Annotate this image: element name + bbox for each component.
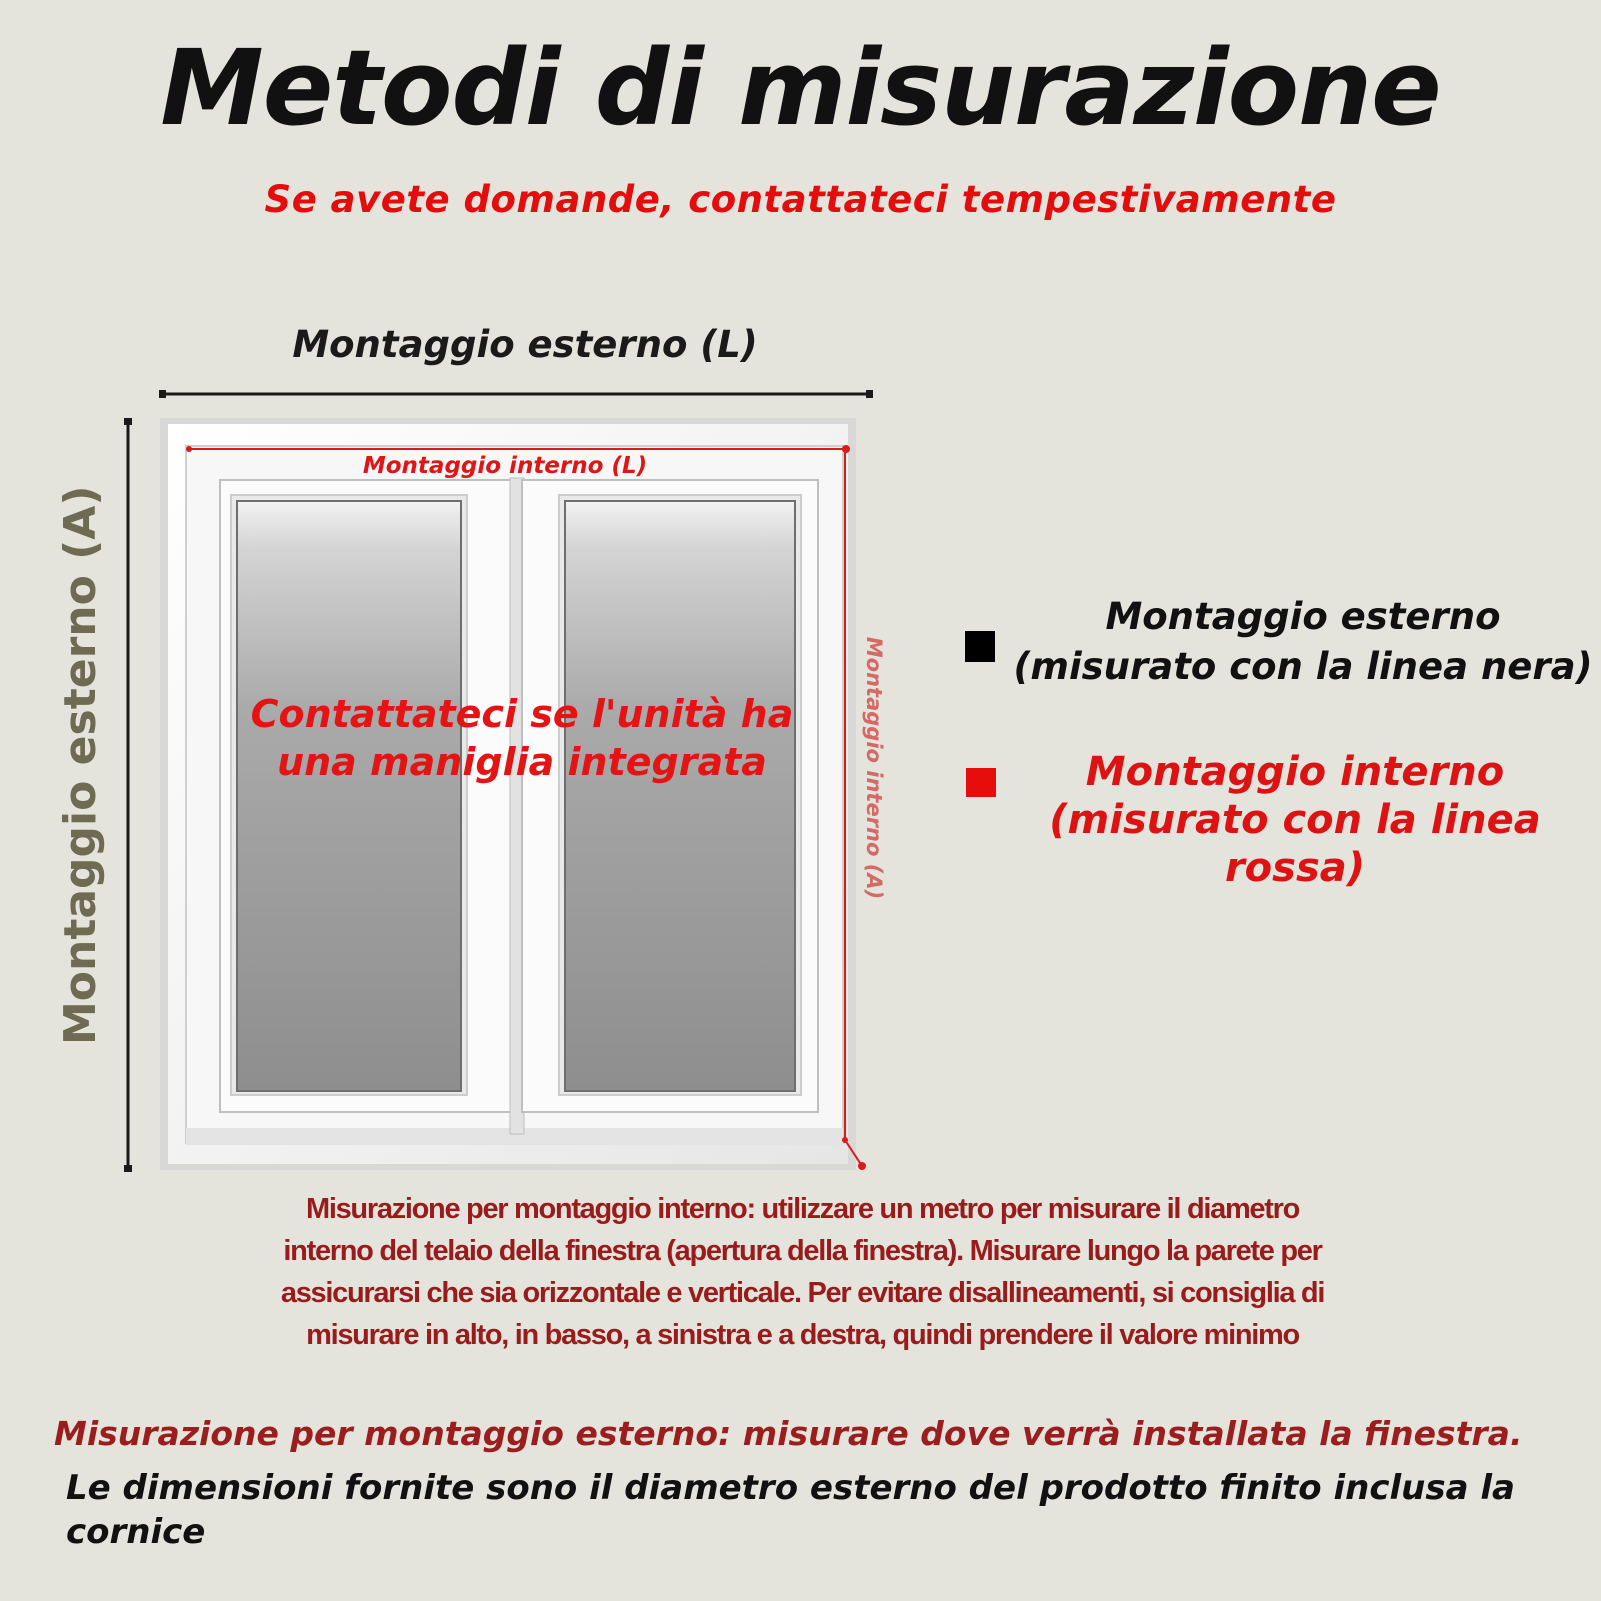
page-subtitle: Se avete domande, contattateci tempestivamente: [264, 178, 1337, 221]
right-glass-pane: [565, 501, 795, 1091]
legend-black-title: Montaggio esterno: [1105, 595, 1501, 638]
outer-width-label: Montaggio esterno (L): [292, 323, 758, 366]
outer-height-label: Montaggio esterno (A): [55, 485, 106, 1045]
outer-height-line: [124, 418, 132, 1172]
legend-red-title: Montaggio interno: [1085, 749, 1505, 795]
right-sash: [522, 480, 818, 1112]
legend-red-text: [1040, 748, 1550, 892]
inner-width-label: Montaggio interno (L): [362, 453, 648, 479]
legend-black-text: [1006, 592, 1600, 692]
handle-note: Contattateci se l'unità ha una maniglia integrata: [250, 692, 794, 784]
page-title: Metodi di misurazione: [160, 27, 1441, 149]
inner-mount-instructions: Misurazione per montaggio interno: utilizzare un metro per misurare il diametro interno del telaio della finestra (apertura della finestra). Misurare lungo la parete per assicurarsi che sia orizzontale e verticale. Per evitare disallineamenti, si consiglia di misurare in alto, in basso, a sinistra e a destra, quindi prendere il valore minimo: [280, 1193, 1325, 1351]
legend-black-subtitle: (misurato con la linea nera): [1013, 645, 1593, 688]
left-glass-pane: [237, 501, 461, 1091]
inner-height-label: Montaggio interno (A): [862, 636, 886, 900]
legend-red-square: [966, 768, 996, 797]
left-sash: [220, 480, 513, 1112]
legend-black-square: [965, 631, 995, 662]
dimensions-note: Le dimensioni fornite sono il diametro esterno del prodotto finito inclusa la cornice: [66, 1468, 1515, 1552]
outer-width-line: [159, 390, 873, 398]
outer-mount-instructions: Misurazione per montaggio esterno: misurare dove verrà installata la finestra.: [54, 1414, 1523, 1453]
legend-red-subtitle: (misurato con la linea rossa): [1049, 797, 1541, 891]
